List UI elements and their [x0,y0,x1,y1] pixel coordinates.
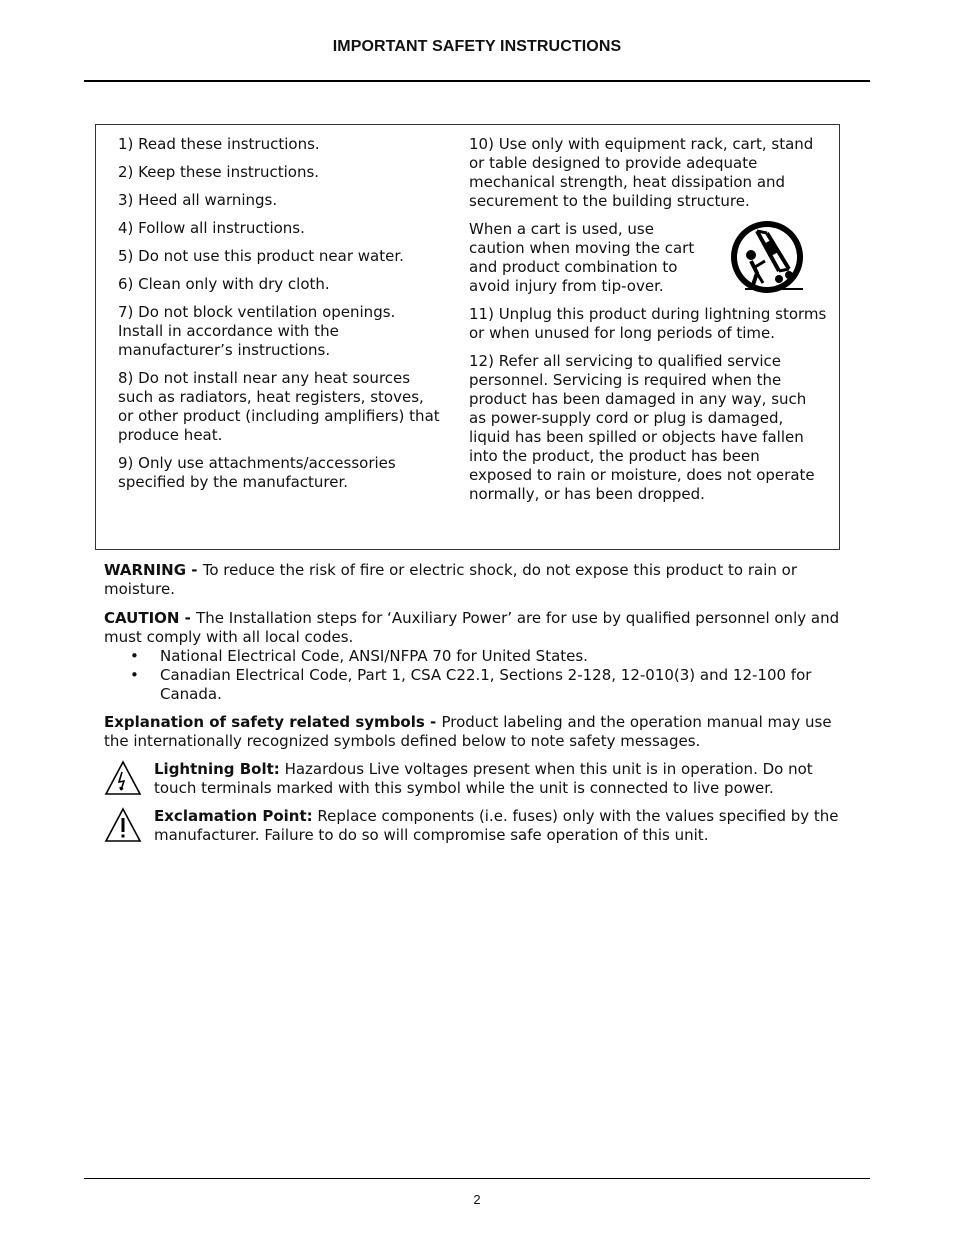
exclamation-point-description [154,807,844,845]
instruction-item: 8) Do not install near any heat sources such as radiators, heat registers, stoves, or other product (including amplifiers) that produce heat. [118,369,440,444]
caution-paragraph [104,609,844,704]
cart-note-text: When a cart is used, use caution when moving the cart and product combination to avoid injury from tip-over. [469,220,695,295]
instruction-item: 6) Clean only with dry cloth. [118,275,330,293]
instruction-item: 10) Use only with equipment rack, cart, stand or table designed to provide adequate mechanical strength, heat dissipation and securement to the building structure. [469,135,814,210]
list-item: • National Electrical Code, ANSI/NFPA 70 for United States. [104,647,844,666]
symbols-label: Explanation of safety related symbols - [104,713,442,731]
exclamation-point-row [104,807,844,845]
lightning-bolt-description [154,760,844,798]
instruction-item: 1) Read these instructions. [118,135,320,153]
warning-paragraph [104,561,844,599]
lightning-bolt-warning-icon [104,760,142,796]
warning-text: To reduce the risk of fire or electric shock, do not expose this product to rain or moisture. [104,561,798,598]
instruction-item: 4) Follow all instructions. [118,219,305,237]
cart-note [469,220,827,296]
exclamation-point-text: Replace components (i.e. fuses) only with the values specified by the manufacturer. Failure to do so will compromise safe operation of this unit. [154,807,839,844]
safety-instructions-box [95,124,840,550]
cart-tip-over-warning-icon [727,217,807,297]
symbols-text: Product labeling and the operation manual may use the internationally recognized symbols defined below to note safety messages. [104,713,832,750]
list-item: • Canadian Electrical Code, Part 1, CSA C22.1, Sections 2-128, 12-010(3) and 12-100 for Canada. [104,666,844,704]
exclamation-point-label: Exclamation Point: [154,807,313,825]
instruction-item: 12) Refer all servicing to qualified service personnel. Servicing is required when the product has been damaged in any way, such as power-supply cord or plug is damaged, liquid has been spilled or objects have fallen into the product, the product has been exposed to rain or moisture, does not operate normally, or has been dropped. [469,352,815,503]
instructions-right-column [469,135,827,513]
instructions-left-column [118,135,440,501]
page-title: IMPORTANT SAFETY INSTRUCTIONS [332,38,622,55]
instruction-item: 11) Unplug this product during lightning storms or when unused for long periods of time. [469,305,827,342]
instruction-item: 3) Heed all warnings. [118,191,278,209]
lightning-bolt-label: Lightning Bolt: [154,760,280,778]
caution-label: CAUTION - [104,609,197,627]
symbols-explanation [104,713,844,751]
warning-label: WARNING - [104,561,203,579]
exclamation-warning-icon [104,807,142,843]
caution-code-list [104,647,844,704]
footer-divider [84,1178,870,1179]
caution-text: The Installation steps for ‘Auxiliary Power’ are for use by qualified personnel only and must comply with all local codes. [104,609,840,646]
instruction-item: 2) Keep these instructions. [118,163,320,181]
instruction-item: 5) Do not use this product near water. [118,247,404,265]
lightning-bolt-text: Hazardous Live voltages present when this unit is in operation. Do not touch terminals marked with this symbol while the unit is connected to live power. [154,760,813,797]
lightning-bolt-row [104,760,844,798]
header-divider [84,80,870,82]
instruction-item: 9) Only use attachments/accessories specified by the manufacturer. [118,454,396,491]
instruction-item: 7) Do not block ventilation openings. Install in accordance with the manufacturer’s instructions. [118,303,396,359]
page-number: 2 [473,1192,481,1207]
